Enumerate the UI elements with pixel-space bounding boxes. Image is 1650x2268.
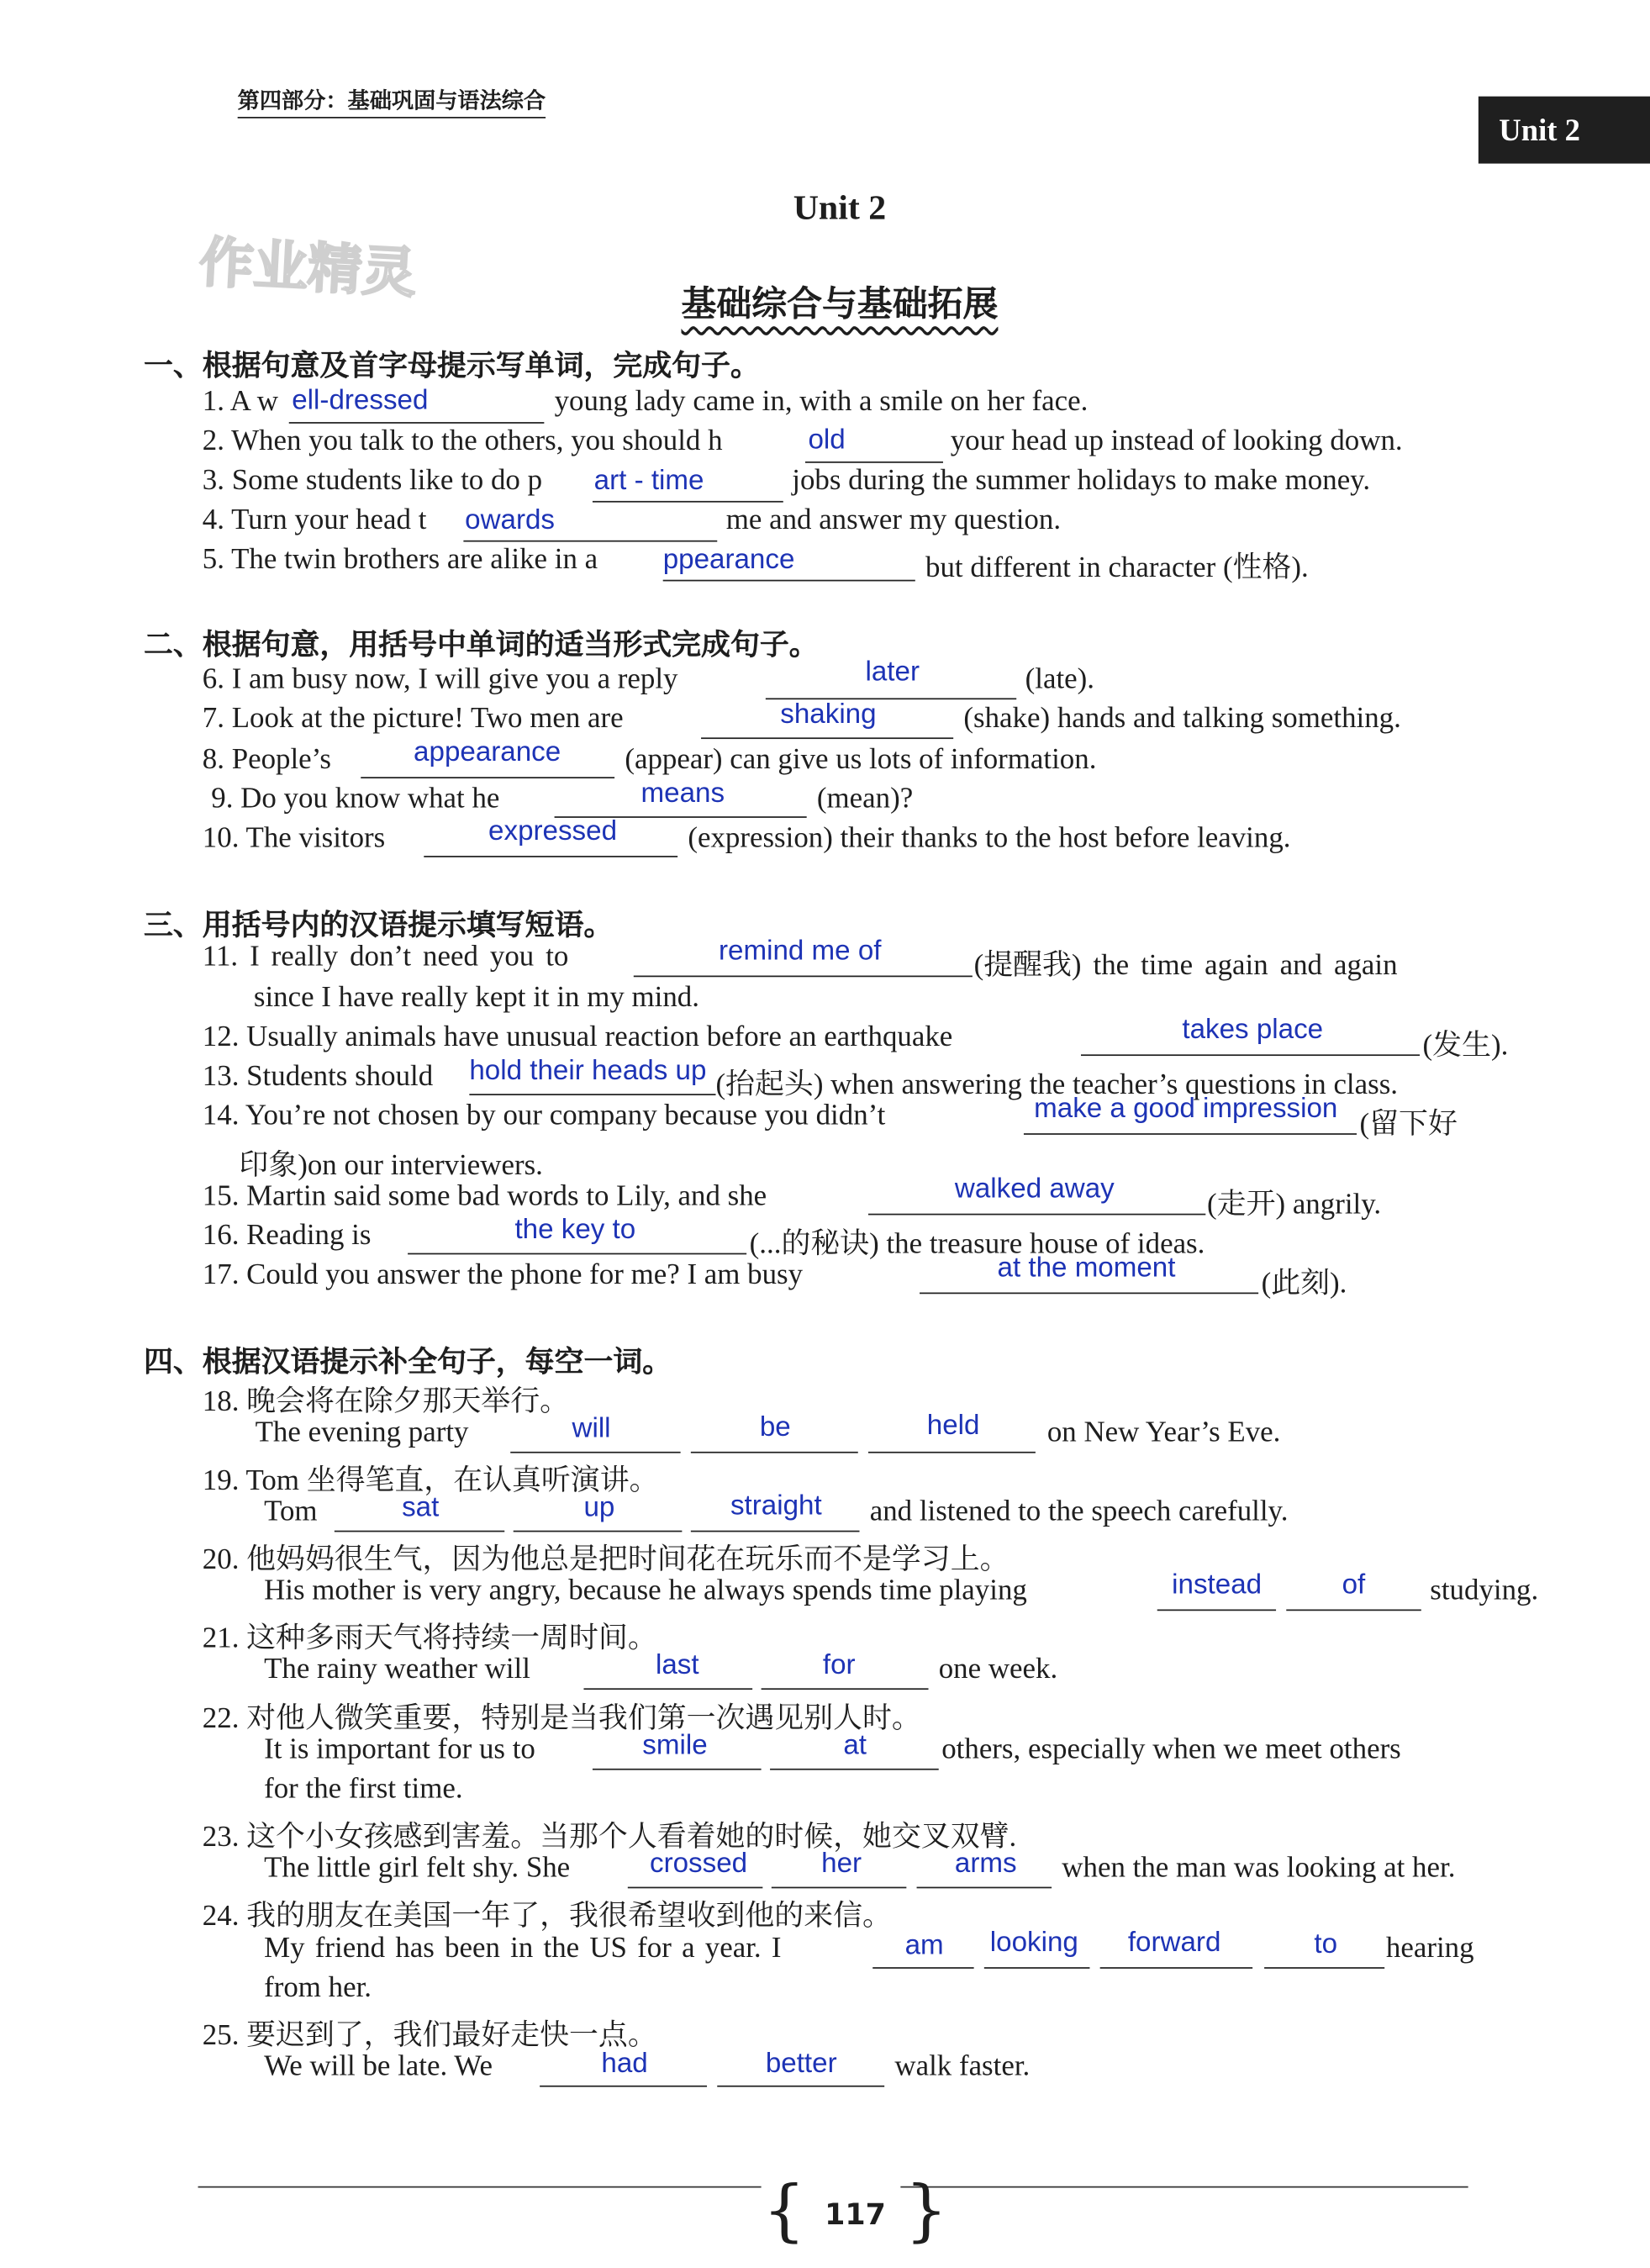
item-25-blank-2[interactable] (717, 2084, 884, 2086)
brace-right-icon: } (904, 2170, 948, 2250)
item-19-answer-2: up (583, 1492, 615, 1524)
item-22-blank-1[interactable] (593, 1767, 762, 1770)
item-14-text: 14. You’re not chosen by our company because you didn’t (202, 1100, 886, 1132)
item-23-tail: when the man was looking at her. (1062, 1851, 1456, 1885)
item-23-answer-3: arms (954, 1849, 1017, 1880)
item-5-blank[interactable] (663, 578, 915, 581)
item-24-blank-3[interactable] (1100, 1965, 1252, 1968)
item-25-answer-2: better (765, 2049, 837, 2080)
item-25-blank-1[interactable] (540, 2084, 707, 2086)
item-18-text: The evening party (255, 1416, 469, 1449)
item-24-blank-2[interactable] (984, 1965, 1090, 1968)
item-20-blank-2[interactable] (1286, 1608, 1421, 1611)
item-21-blank-1[interactable] (583, 1687, 752, 1690)
item-24-answer-3: forward (1127, 1928, 1221, 1959)
item-13-answer: hold their heads up (469, 1056, 707, 1087)
item-24-continuation: from her. (264, 1971, 372, 2004)
item-17-answer: at the moment (997, 1253, 1176, 1284)
item-18-chinese: 18. 晚会将在除夕那天举行。 (202, 1385, 570, 1418)
item-19-blank-1[interactable] (335, 1529, 504, 1532)
item-4-answer: owards (465, 505, 556, 536)
item-4-text: 4. Turn your head t (202, 504, 427, 536)
item-14-tail: (留下好 (1359, 1108, 1458, 1141)
item-21-chinese: 21. 这种多雨天气将持续一周时间。 (202, 1622, 657, 1655)
item-9-answer: means (640, 778, 725, 810)
item-17-blank[interactable] (920, 1291, 1258, 1294)
item-8-blank[interactable] (361, 776, 614, 778)
item-22-continuation: for the first time. (264, 1773, 463, 1806)
item-12-tail: (发生). (1422, 1029, 1509, 1063)
page-subtitle-text: 基础综合与基础拓展 (681, 283, 999, 324)
item-2-text: 2. When you talk to the others, you should h (202, 425, 723, 457)
item-15-blank[interactable] (868, 1212, 1205, 1215)
item-19-tail: and listened to the speech carefully. (869, 1495, 1289, 1528)
item-19-answer-3: straight (730, 1490, 822, 1522)
item-19-answer-1: sat (402, 1492, 440, 1524)
section-heading-2: 二、根据句意，用括号中单词的适当形式完成句子。 (144, 626, 819, 662)
item-23-blank-3[interactable] (917, 1886, 1052, 1888)
item-19-chinese: 19. Tom 坐得笔直，在认真听演讲。 (202, 1464, 659, 1497)
item-6-text: 6. I am busy now, I will give you a reply (202, 662, 678, 695)
item-2-tail: your head up instead of looking down. (950, 425, 1403, 457)
item-22-tail: others, especially when we meet others (941, 1733, 1401, 1766)
item-7-tail: (shake) hands and talking something. (963, 702, 1401, 735)
item-21-answer-1: last (655, 1650, 699, 1681)
item-25-answer-1: had (601, 2049, 648, 2080)
item-18-answer-1: will (572, 1413, 611, 1445)
page-title: Unit 2 (793, 189, 887, 229)
item-20-blank-1[interactable] (1157, 1608, 1276, 1611)
item-8-text: 8. People’s (202, 743, 331, 776)
footer-rule-left (198, 2186, 762, 2188)
item-11-continuation: since I have really kept it in my mind. (253, 981, 699, 1014)
item-3-text: 3. Some students like to do p (202, 464, 543, 497)
item-18-blank-1[interactable] (510, 1450, 680, 1453)
item-12-text: 12. Usually animals have unusual reaction before an earthquake (202, 1021, 953, 1053)
item-23-answer-2: her (821, 1849, 862, 1880)
item-14-blank[interactable] (1024, 1131, 1357, 1134)
item-3-tail: jobs during the summer holidays to make money. (792, 464, 1371, 497)
item-13-text: 13. Students should (202, 1060, 434, 1093)
item-24-blank-4[interactable] (1264, 1965, 1384, 1968)
section-header: 第四部分：基础巩固与语法综合 (238, 85, 546, 119)
item-25-chinese: 25. 要迟到了，我们最好走快一点。 (202, 2019, 657, 2052)
item-19-blank-2[interactable] (514, 1529, 683, 1532)
page-number-text: 117 (825, 2196, 886, 2232)
item-2-blank[interactable] (805, 460, 943, 462)
item-7-text: 7. Look at the picture! Two men are (202, 702, 624, 735)
item-23-text: The little girl felt shy. She (264, 1851, 571, 1885)
item-7-answer: shaking (780, 699, 877, 731)
item-5-tail: but different in character (性格). (925, 551, 1309, 584)
item-20-answer-1: instead (1172, 1569, 1263, 1601)
item-24-text: My friend has been in the US for a year. I (264, 1932, 782, 1965)
item-8-tail: (appear) can give us lots of information. (625, 743, 1097, 776)
item-16-text: 16. Reading is (202, 1219, 372, 1252)
item-10-tail: (expression) their thanks to the host before leaving. (688, 822, 1291, 855)
item-20-tail: studying. (1430, 1574, 1539, 1607)
item-23-blank-2[interactable] (772, 1886, 907, 1888)
item-5-text: 5. The twin brothers are alike in a (202, 543, 598, 576)
item-16-blank[interactable] (408, 1252, 746, 1254)
item-6-tail: (late). (1025, 662, 1095, 695)
item-18-answer-2: be (759, 1411, 791, 1443)
item-1-text: 1. A w (202, 385, 278, 418)
item-11-blank[interactable] (634, 974, 973, 977)
item-19-text: Tom (264, 1495, 318, 1528)
item-22-answer-2: at (843, 1730, 867, 1762)
item-22-chinese: 22. 对他人微笑重要，特别是当我们第一次遇见别人时。 (202, 1702, 921, 1735)
item-10-blank[interactable] (424, 854, 677, 857)
item-20-chinese: 20. 他妈妈很生气，因为他总是把时间花在玩乐而不是学习上。 (202, 1543, 1010, 1576)
item-3-blank[interactable] (593, 499, 783, 502)
item-4-blank[interactable] (463, 539, 717, 541)
item-23-blank-1[interactable] (628, 1886, 763, 1888)
item-9-tail: (mean)? (816, 783, 914, 815)
item-19-blank-3[interactable] (691, 1529, 860, 1532)
item-10-text: 10. The visitors (202, 822, 386, 855)
item-3-answer: art - time (593, 466, 704, 497)
watermark-logo: 作业精灵 (198, 230, 419, 305)
page-number (762, 2161, 948, 2250)
item-12-answer: takes place (1182, 1015, 1324, 1046)
item-6-answer: later (865, 657, 920, 688)
page-subtitle (0, 275, 1650, 326)
item-22-blank-2[interactable] (770, 1767, 939, 1770)
item-20-text: His mother is very angry, because he always spends time playing (264, 1574, 1027, 1607)
section-heading-1: 一、根据句意及首字母提示写单词，完成句子。 (144, 347, 760, 383)
item-18-answer-3: held (926, 1411, 980, 1442)
item-15-answer: walked away (954, 1174, 1115, 1205)
item-9-text: 9. Do you know what he (211, 783, 500, 815)
item-4-tail: me and answer my question. (725, 504, 1062, 536)
item-8-answer: appearance (414, 737, 561, 768)
item-21-blank-2[interactable] (762, 1687, 929, 1690)
item-21-answer-2: for (822, 1650, 856, 1681)
item-21-tail: one week. (938, 1653, 1058, 1685)
item-10-answer: expressed (488, 816, 618, 847)
item-24-tail: hearing (1385, 1932, 1474, 1965)
item-14-answer: make a good impression (1034, 1094, 1338, 1125)
item-17-text: 17. Could you answer the phone for me? I am busy (202, 1258, 804, 1291)
item-16-answer: the key to (514, 1215, 636, 1246)
item-14-continuation: 印象)on our interviewers. (239, 1149, 543, 1182)
item-2-answer: old (808, 425, 846, 456)
item-21-text: The rainy weather will (264, 1653, 530, 1685)
item-22-answer-1: smile (642, 1730, 708, 1762)
footer-rule-right (900, 2186, 1468, 2188)
item-24-answer-1: am (904, 1930, 944, 1962)
item-18-blank-2[interactable] (691, 1450, 858, 1453)
item-7-blank[interactable] (701, 736, 953, 739)
item-20-answer-2: of (1342, 1569, 1366, 1601)
item-15-text: 15. Martin said some bad words to Lily, and she (202, 1179, 767, 1212)
item-24-blank-1[interactable] (872, 1965, 973, 1968)
item-1-blank[interactable] (289, 420, 545, 423)
item-23-answer-1: crossed (649, 1849, 748, 1880)
item-11-text: 11. I really don’t need you to (202, 940, 569, 973)
item-11-answer: remind me of (719, 936, 882, 968)
brace-left-icon: { (762, 2170, 806, 2250)
item-17-tail: (此刻). (1261, 1267, 1347, 1300)
item-24-answer-4: to (1314, 1928, 1338, 1960)
item-24-answer-2: looking (989, 1928, 1078, 1959)
item-16-tail: (...的秘诀) the treasure house of ideas. (749, 1228, 1205, 1261)
item-18-blank-3[interactable] (868, 1450, 1036, 1453)
item-13-tail: (抬起头) when answering the teacher’s questions in class. (715, 1068, 1399, 1101)
item-18-tail: on New Year’s Eve. (1046, 1416, 1281, 1449)
item-25-text: We will be late. We (264, 2050, 493, 2083)
item-1-answer: ell-dressed (292, 385, 429, 417)
item-25-tail: walk faster. (894, 2050, 1031, 2083)
item-11-tail: (提醒我) the time again and again (973, 949, 1398, 982)
item-1-tail: young lady came in, with a smile on her face. (554, 385, 1089, 418)
item-24-chinese: 24. 我的朋友在美国一年了，我很希望收到他的来信。 (202, 1900, 892, 1933)
section-heading-3: 三、用括号内的汉语提示填写短语。 (144, 906, 614, 942)
section-heading-4: 四、根据汉语提示补全句子，每空一词。 (144, 1343, 672, 1379)
item-23-chinese: 23. 这个小女孩感到害羞。当那个人看着她的时候，她交叉双臂. (202, 1821, 1017, 1854)
unit-tab: Unit 2 (1479, 97, 1650, 164)
item-15-tail: (走开) angrily. (1207, 1189, 1382, 1221)
item-22-text: It is important for us to (264, 1733, 535, 1766)
item-5-answer: ppearance (662, 545, 795, 576)
item-12-blank[interactable] (1081, 1053, 1420, 1056)
item-13-blank[interactable] (469, 1093, 715, 1095)
